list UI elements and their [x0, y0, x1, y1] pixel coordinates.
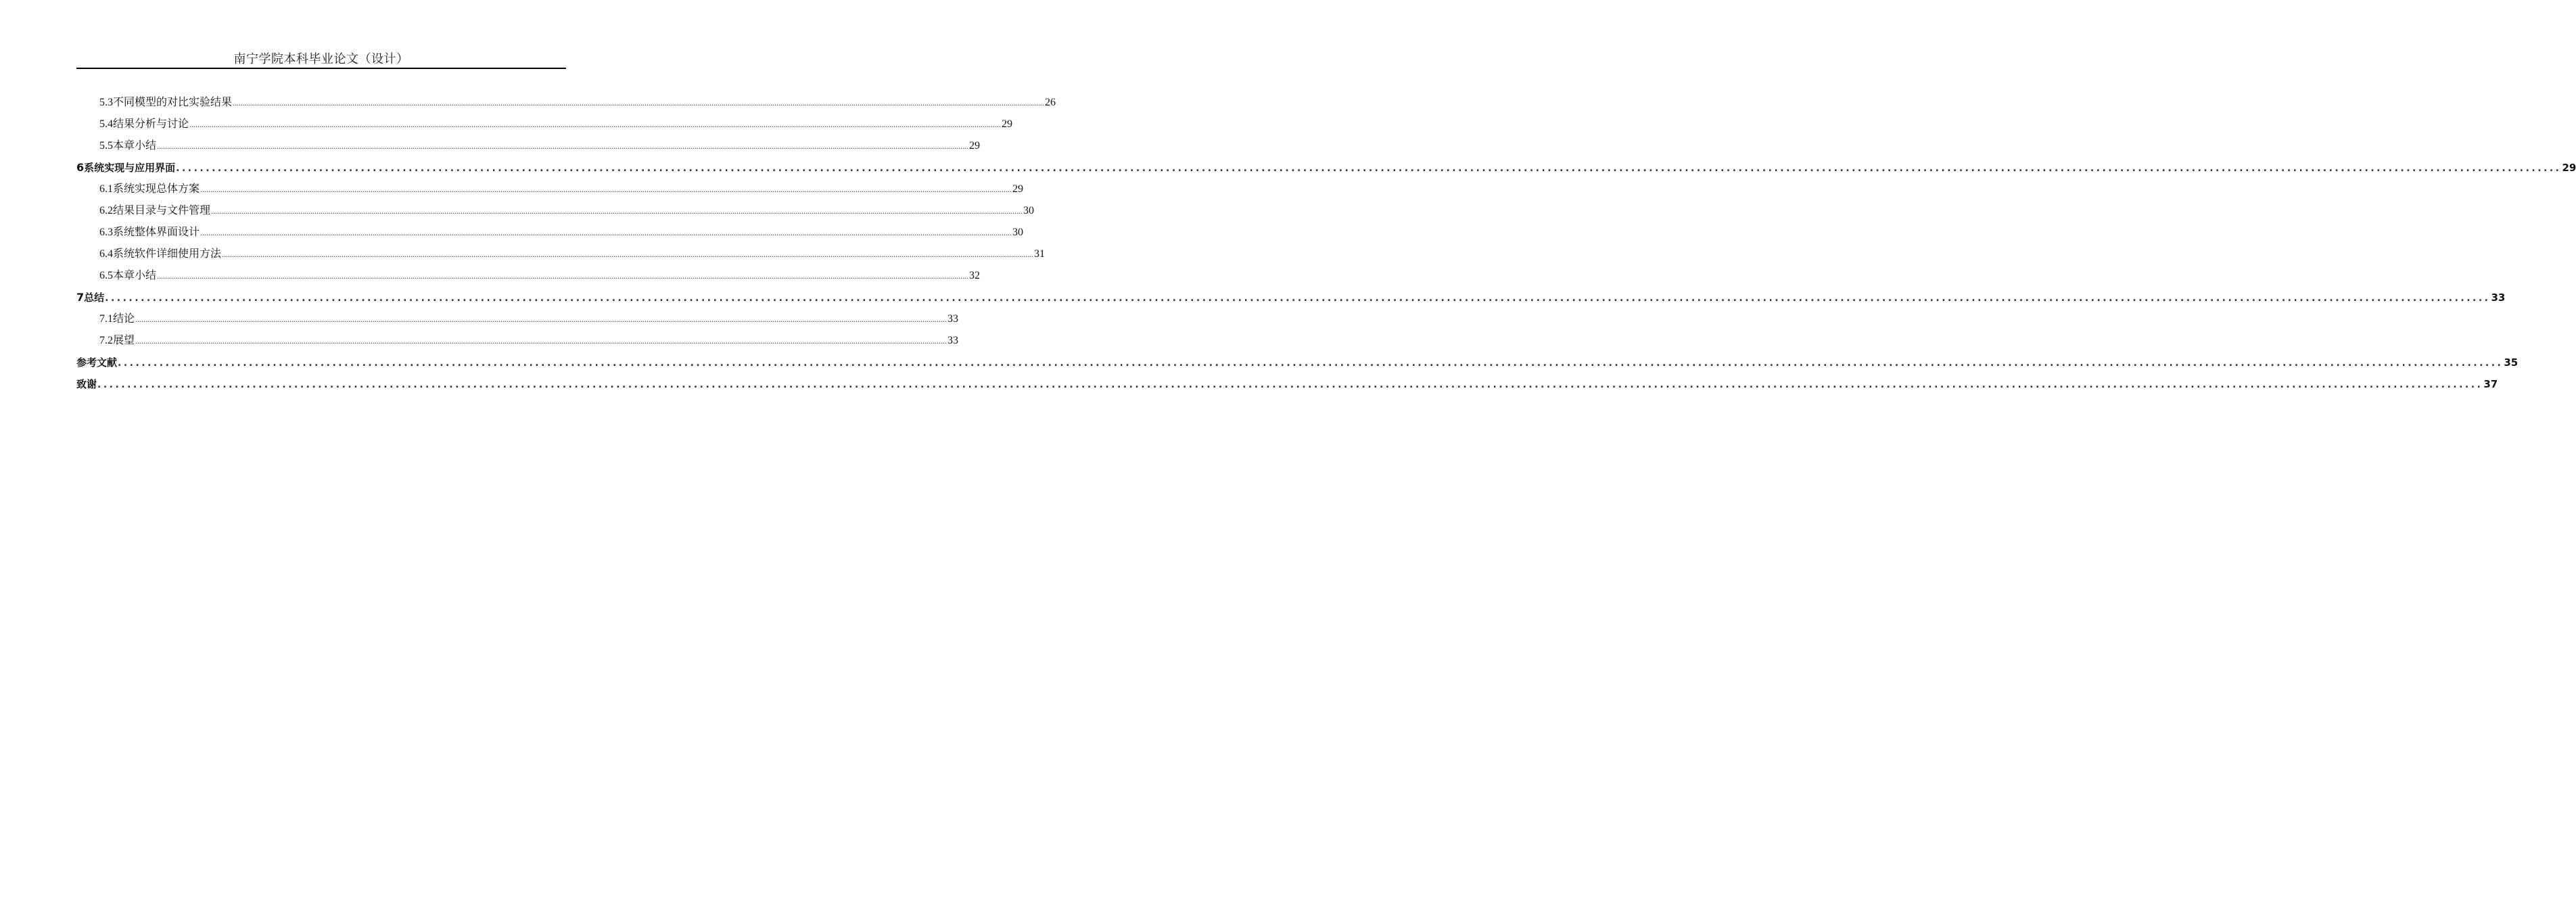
toc-entry-page: 31	[1034, 248, 1046, 260]
toc-leader-dots: ................................................................................................................................................................................................................................................................................................................................................................................................................	[135, 314, 947, 324]
toc-entry-title: 系统实现总体方案	[113, 183, 200, 195]
page-header-title: 南宁学院本科毕业论文（设计）	[233, 52, 409, 66]
toc-leader-dots: ................................................................................................................................................................................................................................................................................................................................................................................................................	[135, 336, 947, 346]
header-divider	[76, 68, 566, 69]
toc-entry[interactable]	[76, 92, 1056, 114]
toc-leader-dots: ................................................................................................................................................................................................................................................................................................................................................................................................................	[222, 250, 1034, 259]
toc-entry[interactable]	[76, 287, 2506, 308]
toc-entry-title: 结果分析与讨论	[113, 118, 189, 130]
toc-entry-page: 29	[1002, 118, 1013, 130]
toc-entry[interactable]	[76, 157, 2576, 179]
toc-entry[interactable]	[76, 114, 1013, 135]
toc-entry-title: 系统软件详细使用方法	[113, 248, 222, 260]
toc-leader-dots: ................................................................................................................................................................................................................................................................................................................................................................................................................	[200, 228, 1012, 237]
toc-leader-dots: ................................................................................................................................................................................................................................................................................................................................................................................................................	[97, 379, 2483, 390]
toc-entry-page: 29	[1012, 183, 1024, 195]
toc-entry-number: 6.5	[99, 270, 113, 281]
toc-entry[interactable]	[76, 222, 1024, 243]
toc-entry[interactable]	[76, 265, 981, 287]
toc-entry-number: 5.5	[99, 140, 113, 152]
toc-entry[interactable]	[76, 135, 981, 157]
toc-entry-title: 系统整体界面设计	[113, 227, 200, 238]
toc-entry-page: 30	[1012, 227, 1024, 238]
toc-entry[interactable]	[76, 308, 959, 330]
toc-entry-number: 6.4	[99, 248, 113, 260]
toc-entry-title: 参考文献	[76, 356, 118, 369]
toc-entry-title: 本章小结	[113, 270, 157, 281]
toc-leader-dots: ................................................................................................................................................................................................................................................................................................................................................................................................................	[189, 120, 1002, 129]
toc-leader-dots: ................................................................................................................................................................................................................................................................................................................................................................................................................	[118, 358, 2504, 369]
toc-leader-dots: ................................................................................................................................................................................................................................................................................................................................................................................................................	[157, 141, 969, 151]
toc-leader-dots: ................................................................................................................................................................................................................................................................................................................................................................................................................	[200, 185, 1012, 194]
toc-entry-page: 35	[2504, 356, 2519, 369]
toc-entry-page: 37	[2483, 378, 2498, 390]
toc-leader-dots: ................................................................................................................................................................................................................................................................................................................................................................................................................	[211, 206, 1023, 216]
toc-leader-dots: ................................................................................................................................................................................................................................................................................................................................................................................................................	[176, 163, 2562, 174]
toc-entry-page: 33	[947, 313, 959, 325]
toc-entry[interactable]	[76, 243, 1046, 265]
toc-entry-title: 结论	[113, 313, 135, 325]
toc-entry-title: 致谢	[76, 378, 97, 390]
toc-entry-number: 7.2	[99, 335, 113, 346]
toc-entry-page: 33	[947, 335, 959, 346]
toc-entry-number: 5.4	[99, 118, 113, 130]
toc-entry[interactable]	[76, 200, 1035, 222]
toc-entry[interactable]	[76, 373, 2498, 395]
toc-entry-title: 不同模型的对比实验结果	[113, 97, 233, 108]
toc-leader-dots: ................................................................................................................................................................................................................................................................................................................................................................................................................	[157, 271, 969, 281]
toc-entry[interactable]	[76, 330, 959, 352]
toc-entry-page: 29	[969, 140, 981, 152]
toc-entry-number: 7.1	[99, 313, 113, 325]
toc-entry-title: 总结	[84, 292, 105, 304]
toc-entry-number: 5.3	[99, 97, 113, 108]
toc-entry-number: 6.1	[99, 183, 113, 195]
toc-entry-title: 结果目录与文件管理	[113, 205, 211, 216]
toc-entry-page: 29	[2562, 162, 2576, 174]
toc-entry-number: 6.2	[99, 205, 113, 216]
toc-entry-page: 30	[1023, 205, 1035, 216]
toc-entry-title: 本章小结	[113, 140, 157, 152]
toc-leader-dots: ................................................................................................................................................................................................................................................................................................................................................................................................................	[233, 98, 1045, 108]
toc-entry-page: 26	[1045, 97, 1056, 108]
toc-entry-page: 32	[969, 270, 981, 281]
toc-leader-dots: ................................................................................................................................................................................................................................................................................................................................................................................................................	[105, 293, 2491, 304]
toc-entry[interactable]	[76, 179, 1024, 200]
toc-entry-title: 展望	[113, 335, 135, 346]
toc-entry-page: 33	[2491, 292, 2506, 304]
toc-entry-number: 6	[76, 161, 85, 174]
toc-entry[interactable]	[76, 352, 2519, 373]
toc-entry-title: 系统实现与应用界面	[84, 162, 176, 174]
toc-entry-number: 7	[76, 291, 85, 304]
table-of-contents	[76, 92, 2576, 395]
toc-entry-number: 6.3	[99, 227, 113, 238]
